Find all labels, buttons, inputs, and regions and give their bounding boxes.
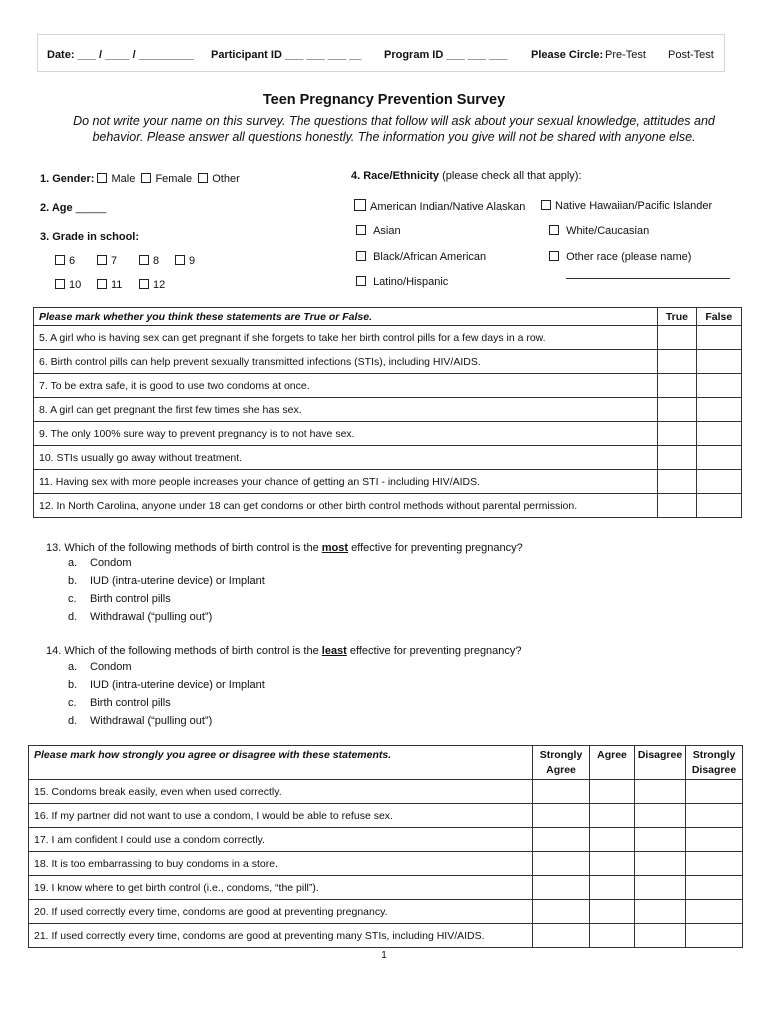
checkbox-grade-11[interactable] [97, 279, 107, 289]
table-row [34, 398, 742, 422]
strongly-agree-cell[interactable] [533, 804, 590, 828]
false-cell[interactable] [696, 326, 741, 350]
option-letter: b. [68, 679, 78, 691]
race-native-hawaiian-label: Native Hawaiian/Pacific Islander [555, 200, 713, 212]
false-cell[interactable] [696, 446, 741, 470]
disagree-cell[interactable] [635, 900, 686, 924]
grade-7-label: 7 [111, 255, 118, 267]
agree-cell[interactable] [590, 828, 635, 852]
table-row [34, 446, 742, 470]
checkbox-black[interactable] [356, 251, 366, 261]
col-sd-line2: Disagree [691, 763, 737, 776]
table-row [34, 374, 742, 398]
strongly-agree-cell[interactable] [533, 924, 590, 948]
agree-cell[interactable] [590, 804, 635, 828]
gender-option-female: Female [155, 173, 193, 185]
q13-option-a[interactable] [68, 557, 132, 569]
strongly-agree-cell[interactable] [533, 852, 590, 876]
table-row [29, 852, 743, 876]
table-row [29, 900, 743, 924]
true-cell[interactable] [658, 422, 696, 446]
likert-statement: 20. If used correctly every time, condoms are good at preventing pregnancy. [29, 900, 533, 924]
col-disagree: Disagree [635, 746, 686, 780]
option-letter: a. [68, 661, 78, 673]
checkbox-other-race[interactable] [549, 251, 559, 261]
disagree-cell[interactable] [635, 804, 686, 828]
likert-statement: 18. It is too embarrassing to buy condoms in a store. [29, 852, 533, 876]
col-strongly-disagree [686, 746, 743, 780]
true-false-table [33, 307, 742, 518]
q13-option-c[interactable] [68, 593, 171, 605]
tf-statement: 12. In North Carolina, anyone under 18 can get condoms or other birth control methods without parental permission. [34, 494, 658, 518]
col-agree: Agree [590, 746, 635, 780]
q14-option-d[interactable] [68, 715, 212, 727]
col-strongly-agree [533, 746, 590, 780]
strongly-agree-cell[interactable] [533, 780, 590, 804]
tf-col-false: False [696, 308, 741, 326]
strongly-disagree-cell[interactable] [686, 900, 743, 924]
q14-suffix: effective for preventing pregnancy? [346, 645, 522, 657]
disagree-cell[interactable] [635, 852, 686, 876]
race-white-label: White/Caucasian [566, 225, 650, 237]
question-14 [46, 645, 522, 657]
table-row [34, 350, 742, 374]
gender-option-male: Male [111, 173, 136, 185]
race-asian-label: Asian [373, 225, 401, 237]
likert-statement: 16. If my partner did not want to use a condom, I would be able to refuse sex. [29, 804, 533, 828]
disagree-cell[interactable] [635, 876, 686, 900]
checkbox-asian[interactable] [356, 225, 366, 235]
strongly-disagree-cell[interactable] [686, 924, 743, 948]
race-american-indian-label: American Indian/Native Alaskan [370, 201, 526, 213]
false-cell[interactable] [696, 350, 741, 374]
likert-table [28, 745, 743, 948]
q14-emphasis: least [321, 645, 347, 657]
strongly-disagree-cell[interactable] [686, 852, 743, 876]
strongly-agree-cell[interactable] [533, 828, 590, 852]
question-13 [46, 542, 523, 554]
tf-statement: 10. STIs usually go away without treatment. [34, 446, 658, 470]
race-option-1 [354, 199, 525, 213]
grade-row-2c [139, 279, 165, 291]
checkbox-white[interactable] [549, 225, 559, 235]
page-title: Teen Pregnancy Prevention Survey [262, 92, 506, 108]
checkbox-grade-7[interactable] [97, 255, 107, 265]
table-row [34, 494, 742, 518]
table-row [34, 326, 742, 350]
table-row [29, 924, 743, 948]
tf-statement: 8. A girl can get pregnant the first few times she has sex. [34, 398, 658, 422]
table-row [34, 422, 742, 446]
strongly-agree-cell[interactable] [533, 876, 590, 900]
strongly-agree-cell[interactable] [533, 900, 590, 924]
strongly-disagree-cell[interactable] [686, 780, 743, 804]
tf-statement: 7. To be extra safe, it is good to use two condoms at once. [34, 374, 658, 398]
race-label: 4. Race/Ethnicity [351, 170, 440, 182]
option-letter: d. [68, 611, 78, 623]
race-latino-label: Latino/Hispanic [373, 276, 449, 288]
q14-option-a[interactable] [68, 661, 132, 673]
option-letter: c. [68, 697, 77, 709]
agree-cell[interactable] [590, 924, 635, 948]
table-row [29, 876, 743, 900]
col-sd-line1: Strongly [692, 748, 736, 761]
checkbox-latino[interactable] [356, 276, 366, 286]
table-row [29, 780, 743, 804]
disagree-cell[interactable] [635, 924, 686, 948]
option-text: Birth control pills [90, 697, 171, 709]
grade-row-1c [139, 255, 159, 267]
checkbox-american-indian[interactable] [354, 199, 366, 211]
option-text: Withdrawal (“pulling out”) [90, 715, 213, 727]
checkbox-grade-9[interactable] [175, 255, 185, 265]
option-letter: b. [68, 575, 78, 587]
false-cell[interactable] [696, 398, 741, 422]
checkbox-grade-6[interactable] [55, 255, 65, 265]
likert-statement: 19. I know where to get birth control (i.e., condoms, “the pill”). [29, 876, 533, 900]
please-circle-label: Please Circle: [531, 49, 604, 61]
age-label: 2. Age [40, 202, 73, 214]
other-race-line[interactable] [566, 278, 730, 279]
intro-text: Do not write your name on this survey. The questions that follow will ask about your sexual knowledge, attitudes and behavior. Please answer all questions honestly. The information you give will not be shared with anyone else. [73, 114, 715, 144]
checkbox-grade-10[interactable] [55, 279, 65, 289]
option-letter: a. [68, 557, 78, 569]
disagree-cell[interactable] [635, 828, 686, 852]
col-sa-line1: Strongly [539, 748, 583, 761]
q14-option-b[interactable] [68, 679, 265, 691]
option-text: IUD (intra-uterine device) or Implant [90, 679, 265, 691]
checkbox-grade-12[interactable] [139, 279, 149, 289]
grade-label: 3. Grade in school: [40, 231, 140, 243]
false-cell[interactable] [696, 422, 741, 446]
q14-prefix: 14. Which of the following methods of birth control is the [46, 645, 322, 657]
checkbox-native-hawaiian[interactable] [541, 200, 551, 210]
agree-cell[interactable] [590, 900, 635, 924]
option-text: Condom [90, 661, 132, 673]
agree-cell[interactable] [590, 876, 635, 900]
strongly-disagree-cell[interactable] [686, 876, 743, 900]
option-letter: c. [68, 593, 77, 605]
header-box [37, 34, 725, 72]
q13-prefix: 13. Which of the following methods of birth control is the [46, 542, 322, 554]
race-option-3 [356, 225, 401, 237]
pre-test-option[interactable]: Pre-Test [605, 49, 646, 61]
option-text: Birth control pills [90, 593, 171, 605]
q14-option-c[interactable] [68, 697, 171, 709]
race-other-label: Other race (please name) [566, 251, 692, 263]
false-cell[interactable] [696, 470, 741, 494]
false-cell[interactable] [696, 494, 741, 518]
true-cell[interactable] [658, 374, 696, 398]
strongly-disagree-cell[interactable] [686, 804, 743, 828]
tf-col-true: True [658, 308, 696, 326]
grade-9-label: 9 [189, 255, 196, 267]
likert-statement: 17. I am confident I could use a condom correctly. [29, 828, 533, 852]
age-input[interactable]: _____ [75, 202, 107, 214]
q13-suffix: effective for preventing pregnancy? [348, 542, 523, 554]
tf-statement: 9. The only 100% sure way to prevent pregnancy is to not have sex. [34, 422, 658, 446]
table-row [34, 470, 742, 494]
grade-10-label: 10 [69, 279, 82, 291]
false-cell[interactable] [696, 374, 741, 398]
disagree-cell[interactable] [635, 780, 686, 804]
q13-option-b[interactable] [68, 575, 265, 587]
tf-statement: 11. Having sex with more people increases your chance of getting an STI - including HIV/AIDS. [34, 470, 658, 494]
q13-option-d[interactable] [68, 611, 212, 623]
age-question [40, 202, 106, 214]
race-question [351, 170, 582, 182]
race-option-7 [356, 276, 448, 288]
post-test-option[interactable]: Post-Test [668, 49, 714, 61]
grade-11-label: 11 [111, 279, 123, 291]
checkbox-grade-8[interactable] [139, 255, 149, 265]
tf-instruction: Please mark whether you think these statements are True or False. [34, 308, 658, 326]
participant-id-field[interactable]: Participant ID ___ ___ ___ __ [211, 49, 362, 61]
table-row [29, 828, 743, 852]
option-text: Condom [90, 557, 132, 569]
checkbox-male[interactable] [97, 173, 107, 183]
col-sa-line2: Agree [546, 763, 576, 776]
q13-emphasis: most [321, 542, 349, 554]
grade-12-label: 12 [153, 279, 166, 291]
program-id-field[interactable]: Program ID ___ ___ ___ [384, 49, 508, 61]
race-option-5 [356, 251, 486, 263]
race-option-2 [541, 200, 712, 212]
agree-cell[interactable] [590, 852, 635, 876]
grade-row-1d [175, 255, 195, 267]
true-cell[interactable] [658, 350, 696, 374]
true-cell[interactable] [658, 494, 696, 518]
race-option-4 [549, 225, 649, 237]
true-cell[interactable] [658, 446, 696, 470]
grade-6-label: 6 [69, 255, 76, 267]
checkbox-female[interactable] [141, 173, 151, 183]
gender-option-other: Other [212, 173, 240, 185]
true-cell[interactable] [658, 326, 696, 350]
table-row [29, 804, 743, 828]
tf-statement: 6. Birth control pills can help prevent sexually transmitted infections (STIs), including HIV/AIDS. [34, 350, 658, 374]
option-letter: d. [68, 715, 78, 727]
grade-row-2b [97, 279, 122, 291]
race-note: (please check all that apply): [442, 170, 582, 182]
race-option-6 [549, 251, 691, 263]
gender-label: 1. Gender: [40, 173, 95, 185]
true-cell[interactable] [658, 398, 696, 422]
grade-row-2 [55, 279, 81, 291]
option-text: Withdrawal (“pulling out”) [90, 611, 213, 623]
true-cell[interactable] [658, 470, 696, 494]
date-field[interactable]: Date: ___ / ____ / _________ [47, 49, 194, 61]
page-number: 1 [381, 950, 387, 961]
agree-cell[interactable] [590, 780, 635, 804]
gender-question [40, 173, 240, 185]
grade-row-1 [55, 255, 75, 267]
likert-statement: 15. Condoms break easily, even when used correctly. [29, 780, 533, 804]
tf-statement: 5. A girl who is having sex can get pregnant if she forgets to take her birth control pills for a few days in a row. [34, 326, 658, 350]
race-black-label: Black/African American [373, 251, 487, 263]
strongly-disagree-cell[interactable] [686, 828, 743, 852]
option-text: IUD (intra-uterine device) or Implant [90, 575, 265, 587]
checkbox-other[interactable] [198, 173, 208, 183]
likert-statement: 21. If used correctly every time, condoms are good at preventing many STIs, including HIV/AIDS. [29, 924, 533, 948]
grade-row-1b [97, 255, 117, 267]
likert-instruction: Please mark how strongly you agree or disagree with these statements. [29, 746, 533, 780]
grade-8-label: 8 [153, 255, 160, 267]
